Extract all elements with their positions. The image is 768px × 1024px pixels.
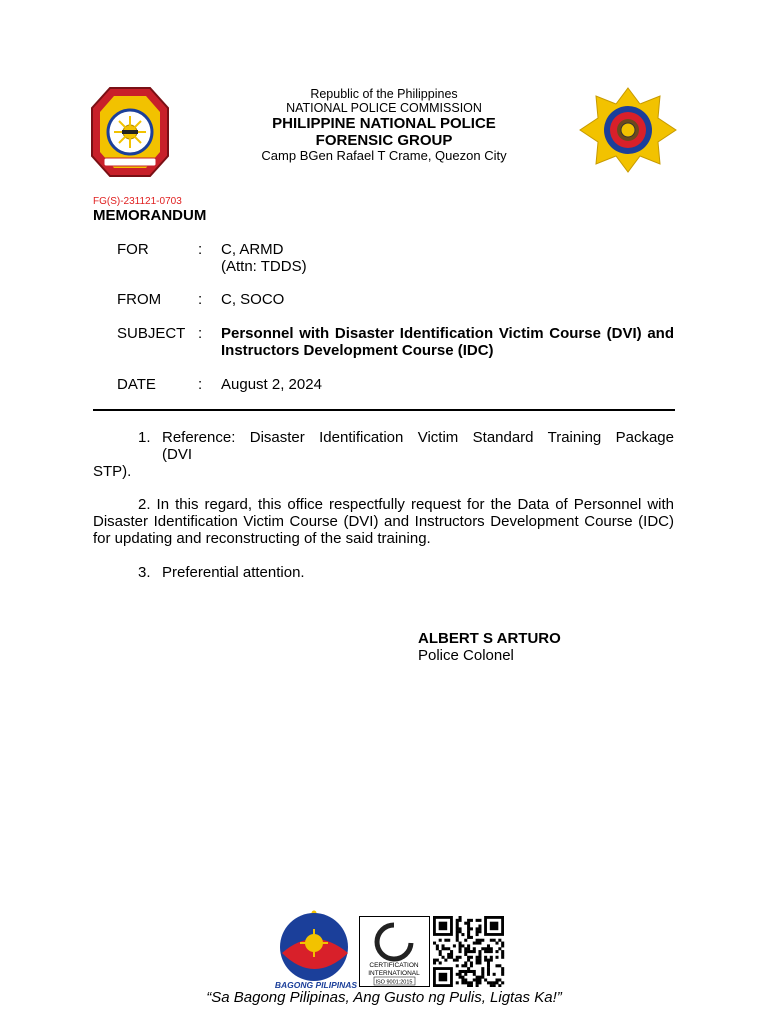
date-colon: : (198, 376, 203, 393)
cert-line-3: ISO 9001:2015 (375, 979, 413, 986)
for-attn: (Attn: TDDS) (221, 258, 307, 275)
date-value: August 2, 2024 (221, 376, 322, 393)
bagong-pilipinas-label: BAGONG PILIPINAS (274, 980, 358, 990)
forensic-group-seal-logo (578, 86, 678, 174)
bagong-pilipinas-logo (274, 905, 358, 991)
footer-motto: “Sa Bagong Pilipinas, Ang Gusto ng Pulis, Ligtas Ka!” (206, 989, 562, 1006)
control-number: FG(S)-231121-0703 (93, 196, 182, 207)
header-forensic-group: FORENSIC GROUP (315, 132, 453, 149)
from-label: FROM (117, 291, 162, 308)
cert-line-2: INTERNATIONAL (368, 970, 420, 977)
subject-label: SUBJECT (117, 325, 186, 342)
certification-iso-logo (359, 916, 430, 987)
header-pnp: PHILIPPINE NATIONAL POLICE (272, 115, 496, 132)
paragraph-3-number: 3. (138, 564, 151, 581)
signatory-rank: Police Colonel (418, 647, 514, 664)
pnp-seal-logo (90, 86, 170, 178)
paragraph-1-line-1: Reference: Disaster Identification Victim Standard Training Package (162, 429, 674, 446)
subject-colon: : (198, 325, 203, 342)
qr-code-icon (432, 916, 505, 987)
cert-line-1: CERTIFICATION (369, 962, 419, 969)
date-label: DATE (117, 376, 156, 393)
for-colon: : (198, 241, 203, 258)
header-divider (93, 409, 675, 411)
header-republic: Republic of the Philippines (310, 87, 458, 101)
from-value: C, SOCO (221, 291, 285, 308)
header-address: Camp BGen Rafael T Crame, Quezon City (261, 148, 507, 163)
for-value: C, ARMD (221, 241, 284, 258)
paragraph-1-line-2: (DVI (162, 446, 192, 463)
from-colon: : (198, 291, 203, 308)
paragraph-1-number: 1. (138, 429, 151, 446)
subject-value: Personnel with Disaster Identification Victim Course (DVI) and Instructors Development Course (IDC) (221, 325, 674, 359)
header-napolcom: NATIONAL POLICE COMMISSION (286, 101, 482, 115)
memo-title: MEMORANDUM (93, 207, 207, 224)
paragraph-2: 2. In this regard, this office respectfully request for the Data of Personnel with Disaster Identification Victim Course (DVI) and Instructors Development Course (IDC) for updating and reconstructing of the said training. (93, 496, 674, 547)
paragraph-3: Preferential attention. (162, 564, 305, 581)
for-label: FOR (117, 241, 149, 258)
paragraph-1-line-3: STP). (93, 463, 132, 480)
signatory-name: ALBERT S ARTURO (418, 630, 561, 647)
